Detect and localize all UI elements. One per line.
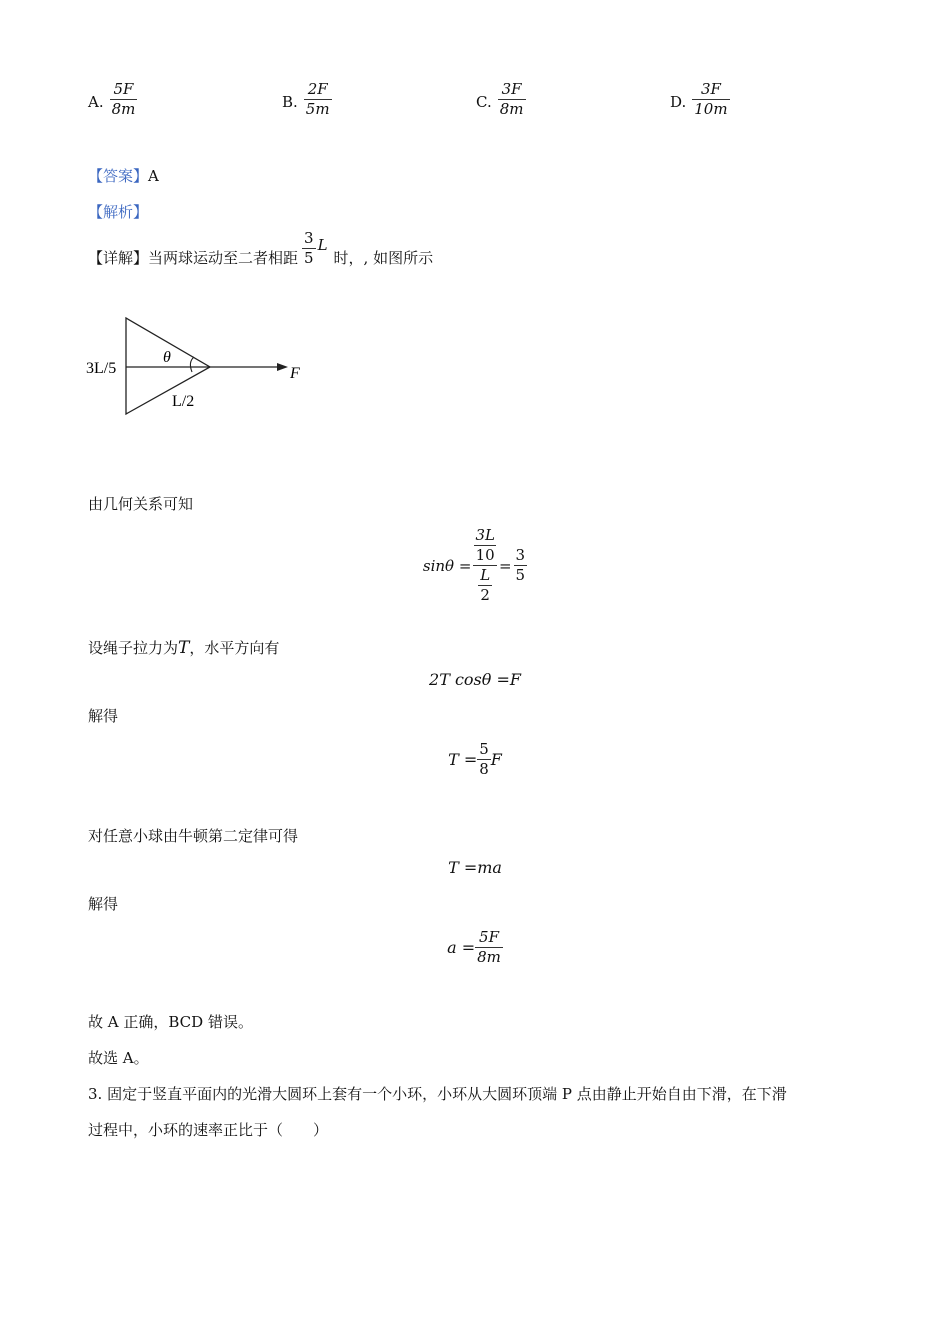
option-label: A. xyxy=(88,92,104,111)
acceleration-equation: a = $\frac{5F}{8m}$ xyxy=(447,928,501,966)
force-diagram xyxy=(84,312,324,422)
detail-text: 当两球运动至二者相距 xyxy=(148,248,299,267)
question-3-line-2: 过程中，小环的速率正比于（ ） xyxy=(88,1121,329,1139)
detail-text-2: 时，, 如图所示 xyxy=(333,248,434,267)
option-label: C. xyxy=(476,92,492,111)
option-b[interactable] xyxy=(282,80,332,119)
question-3-line-1: 3. 固定于竖直平面内的光滑大圆环上套有一个小环，小环从大圆环顶端 P 点由静止开始自由下滑，在下滑 xyxy=(88,1085,787,1103)
answer-line xyxy=(88,166,159,186)
option-fraction: $\frac{5F}{8m}$ xyxy=(111,80,136,118)
option-c[interactable] xyxy=(476,80,526,119)
option-label: D. xyxy=(670,92,687,111)
detail-fraction: $\frac{3}{5}$ xyxy=(304,229,314,267)
newton-line: 对任意小球由牛顿第二定律可得 xyxy=(88,827,299,845)
arrow-head xyxy=(277,363,288,371)
solve-label-2: 解得 xyxy=(88,895,119,913)
sin-equation xyxy=(0,526,950,605)
geometry-line: 由几何关系可知 xyxy=(88,495,194,513)
sin-eq: = xyxy=(498,556,512,575)
option-fraction: $\frac{3F}{10m}$ xyxy=(694,80,728,118)
tension-equation: T = $\frac{5}{8}$ F xyxy=(448,740,502,778)
detail-line xyxy=(88,229,434,277)
solve-label-1: 解得 xyxy=(88,707,119,725)
triangle xyxy=(126,318,210,414)
bottom-label: L/2 xyxy=(172,393,195,410)
angle-label: θ xyxy=(163,349,171,366)
ma-equation: T =ma xyxy=(448,858,502,877)
option-label: B. xyxy=(282,92,298,111)
option-a[interactable] xyxy=(88,80,137,119)
force-label: F xyxy=(290,365,300,382)
left-label: 3L/5 xyxy=(86,360,117,377)
sin-result: $\frac{3}{5}$ xyxy=(515,546,526,584)
option-d[interactable] xyxy=(670,80,730,119)
detail-tag: 【详解】 xyxy=(88,248,149,267)
tension-line: 设绳子拉力为T，水平方向有 xyxy=(88,638,280,658)
tension-var: T xyxy=(178,638,190,658)
angle-arc xyxy=(190,357,194,372)
cos-equation: 2T cosθ =F xyxy=(429,670,521,689)
sin-lhs: sinθ = xyxy=(422,556,472,575)
answer-value: A xyxy=(148,167,159,185)
conclusion-2: 故选 A。 xyxy=(88,1049,149,1067)
analysis-tag: 【解析】 xyxy=(88,203,149,221)
conclusion-1: 故 A 正确，BCD 错误。 xyxy=(88,1013,253,1031)
answer-tag: 【答案】 xyxy=(88,167,149,185)
option-fraction: $\frac{2F}{5m}$ xyxy=(305,80,330,118)
compound-fraction: $\frac{\frac{3L}{10}}{\frac{L}{2}}$ xyxy=(475,526,495,604)
option-fraction: $\frac{3F}{8m}$ xyxy=(499,80,524,118)
detail-var: L xyxy=(317,235,328,254)
